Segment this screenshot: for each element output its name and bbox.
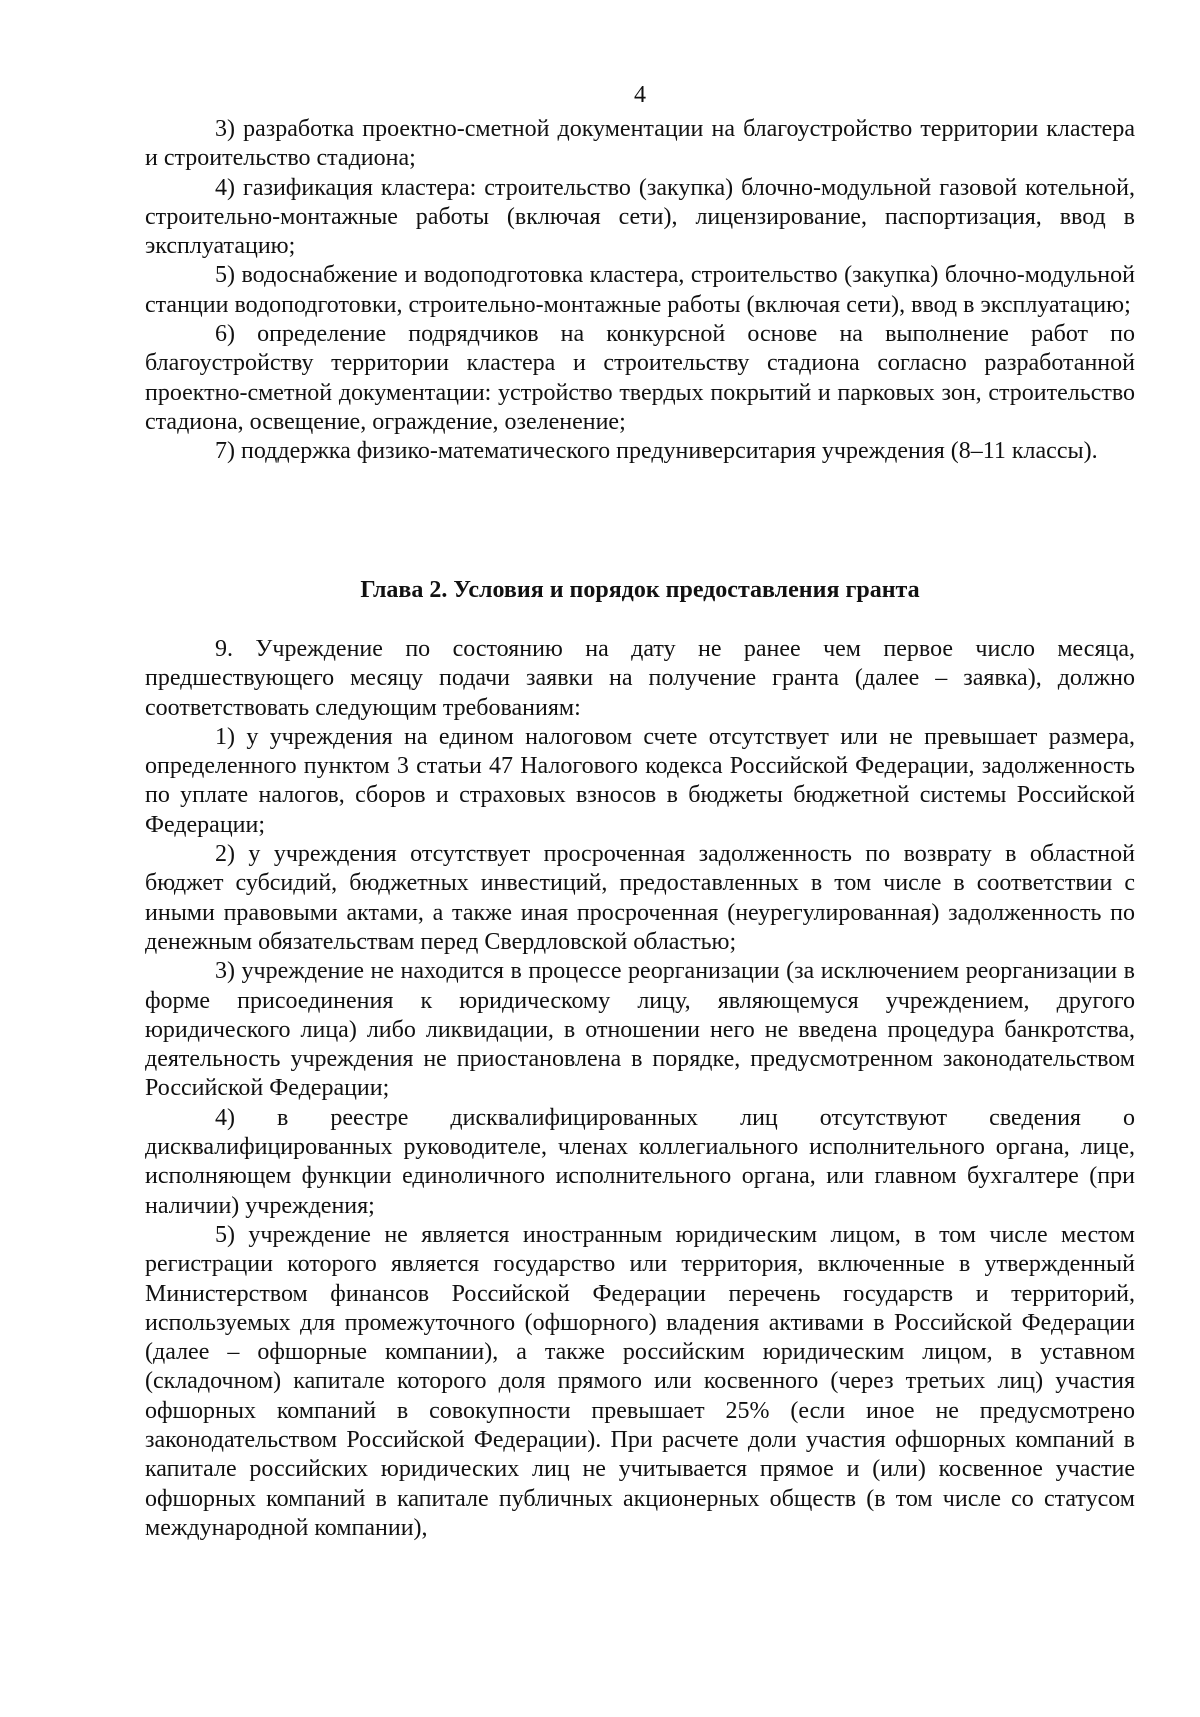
section-paragraph: 3) учреждение не находится в процессе реорганизации (за исключением реорганизации в форме присоединения к юридическому лицу, являющемуся учреждением, другого юридического лица) либо ликвидации, в отношении него не введена процедура банкротства, деятельность учреждения не приостановлена в порядке, предусмотренном законодательством Российской Федерации;	[145, 958, 1135, 1102]
section-paragraph: 9. Учреждение по состоянию на дату не ранее чем первое число месяца, предшествующего месяцу подачи заявки на получение гранта (далее – заявка), должно соответствовать следующим требованиям:	[145, 636, 1135, 721]
list-items-block	[145, 115, 1135, 467]
list-item: 6) определение подрядчиков на конкурсной основе на выполнение работ по благоустройству территории кластера и строительству стадиона согласно разработанной проектно-сметной документации: устройство твердых покрытий и парковых зон, строительство стадиона, освещение, ограждение, озеленение;	[145, 321, 1135, 435]
section-paragraph: 1) у учреждения на едином налоговом счете отсутствует или не превышает размера, определенного пунктом 3 статьи 47 Налогового кодекса Российской Федерации, задолженность по уплате налогов, сборов и страховых взносов в бюджеты бюджетной системы Российской Федерации;	[145, 723, 1135, 838]
section-paragraph: 4) в реестре дисквалифицированных лиц отсутствуют сведения о дисквалифицированных руководителе, членах коллегиального исполнительного органа, лице, исполняющем функции единоличного исполнительного органа, или главном бухгалтере (при наличии) учреждения;	[145, 1104, 1135, 1219]
section-paragraph: 2) у учреждения отсутствует просроченная задолженность по возврату в областной бюджет субсидий, бюджетных инвестиций, предоставленных в том числе в соответствии с иными правовыми актами, а также иная просроченная (неурегулированная) задолженность по денежным обязательствам перед Свердловской областью;	[145, 841, 1135, 955]
list-item: 3) разработка проектно-сметной документации на благоустройство территории кластера и строительство стадиона;	[145, 116, 1135, 172]
page-number: 4	[634, 82, 646, 108]
chapter-title: Глава 2. Условия и порядок предоставления гранта	[360, 577, 920, 603]
list-item: 7) поддержка физико-математического предуниверситария учреждения (8–11 классы).	[215, 438, 1098, 465]
list-item: 5) водоснабжение и водоподготовка кластера, строительство (закупка) блочно-модульной станции водоподготовки, строительно-монтажные работы (включая сети), ввод в эксплуатацию;	[145, 262, 1135, 318]
chapter-body	[145, 635, 1135, 1543]
list-item: 4) газификация кластера: строительство (закупка) блочно-модульной газовой котельной, строительно-монтажные работы (включая сети), лицензирование, паспортизация, ввод в эксплуатацию;	[145, 174, 1135, 260]
section-paragraph: 5) учреждение не является иностранным юридическим лицом, в том числе местом регистрации которого является государство или территория, включенные в утвержденный Министерством финансов Российской Федерации перечень государств и территорий, используемых для промежуточного (офшорного) владения активами в Российской Федерации (далее – офшорные компании), а также российским юридическим лицом, в уставном (складочном) капитале которого доля прямого или косвенного (через третьих лиц) участия офшорных компаний в совокупности превышает 25% (если иное не предусмотрено законодательством Российской Федерации). При расчете доли участия офшорных компаний в капитале российских юридических лиц не учитывается прямое и (или) косвенное участие офшорных компаний в капитале публичных акционерных обществ (в том числе со статусом международной компании),	[145, 1221, 1135, 1541]
